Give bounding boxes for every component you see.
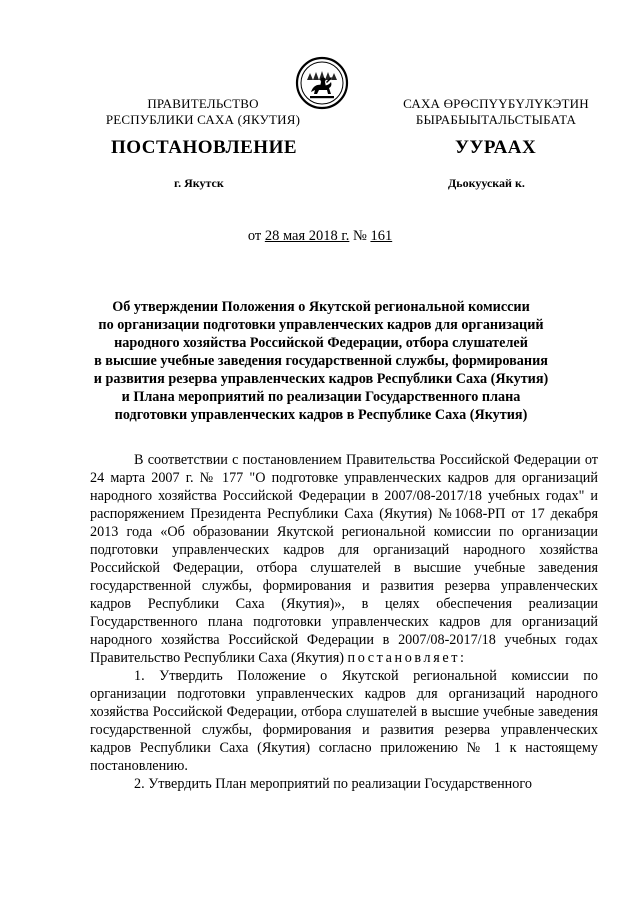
title-line: Об утверждении Положения о Якутской региональной комиссии xyxy=(112,299,530,315)
header-left-line1: ПРАВИТЕЛЬСТВО xyxy=(147,96,259,111)
title-line: по организации подготовки управленческих кадров для организаций xyxy=(98,317,544,333)
header-right-line1: САХА ӨРӨСПҮҮБҮЛҮКЭТИН xyxy=(403,96,589,111)
title-line: народного хозяйства Российской Федерации, отбора слушателей xyxy=(114,335,528,351)
decree-date: 28 мая 2018 г. xyxy=(264,228,350,244)
doc-type-sakha: УУРААХ xyxy=(455,137,537,158)
decree-title xyxy=(86,298,556,424)
decree-item-1: 1. Утвердить Положение о Якутской региональной комиссии по организации подготовки управленческих кадров для организаций народного хозяйства Российской Федерации, отбора слушателей в высшие учебные заведения государственной службы, формирования и развития резерва управленческих кадров Республики Саха (Якутия) согласно приложению № 1 к настоящему постановлению. xyxy=(90,668,598,774)
sakha-coat-of-arms-icon xyxy=(295,56,349,110)
title-line: и развития резерва управленческих кадров Республики Саха (Якутия) xyxy=(93,371,549,387)
title-line: и Плана мероприятий по реализации Государственного плана xyxy=(121,389,521,405)
doc-type-russian: ПОСТАНОВЛЕНИЕ xyxy=(111,137,298,158)
title-line: в высшие учебные заведения государственной службы, формирования xyxy=(94,353,548,369)
decree-item-2: 2. Утвердить План мероприятий по реализации Государственного xyxy=(134,776,532,792)
decree-verb: постановляет: xyxy=(347,650,467,666)
decree-number: 161 xyxy=(370,228,393,244)
header-left-line2: РЕСПУБЛИКИ САХА (ЯКУТИЯ) xyxy=(105,112,301,127)
header-left-block xyxy=(88,96,318,128)
header-right-line2: БЫРАБЫЫТАЛЬСТЫБАТА xyxy=(415,112,577,127)
decree-date-line xyxy=(0,228,640,245)
city-sakha: Дьокуускай к. xyxy=(448,176,525,190)
preamble-paragraph xyxy=(90,451,598,667)
number-prefix: № xyxy=(352,228,367,244)
title-line: подготовки управленческих кадров в Республике Саха (Якутия) xyxy=(114,407,528,423)
header-right-block xyxy=(381,96,611,128)
preamble-text: В соответствии с постановлением Правительства Российской Федерации от 24 марта 2007 г. № 177 "О подготовке управленческих кадров для организаций народного хозяйства Российской Федерации в 2007/08-2017/18 учебных годах" и распоряжением Президента Республики Саха (Якутия) №1068-РП от 17 декабря 2013 года «Об образовании Якутской региональной комиссии по организации подготовки управленческих кадров для организаций народного хозяйства Российской Федерации, отбора слушателей в высшие учебные заведения государственной службы, формирования и развития резерва управленческих кадров Республики Саха (Якутия)», в целях обеспечения реализации Государственного плана подготовки управленческих кадров для организаций народного хозяйства Российской Федерации в 2007/08-2017/18 учебных годах Правительство Республики Саха (Якутия) xyxy=(90,452,598,666)
date-prefix: от xyxy=(247,228,262,244)
decree-body xyxy=(90,451,598,793)
city-russian: г. Якутск xyxy=(174,176,224,190)
